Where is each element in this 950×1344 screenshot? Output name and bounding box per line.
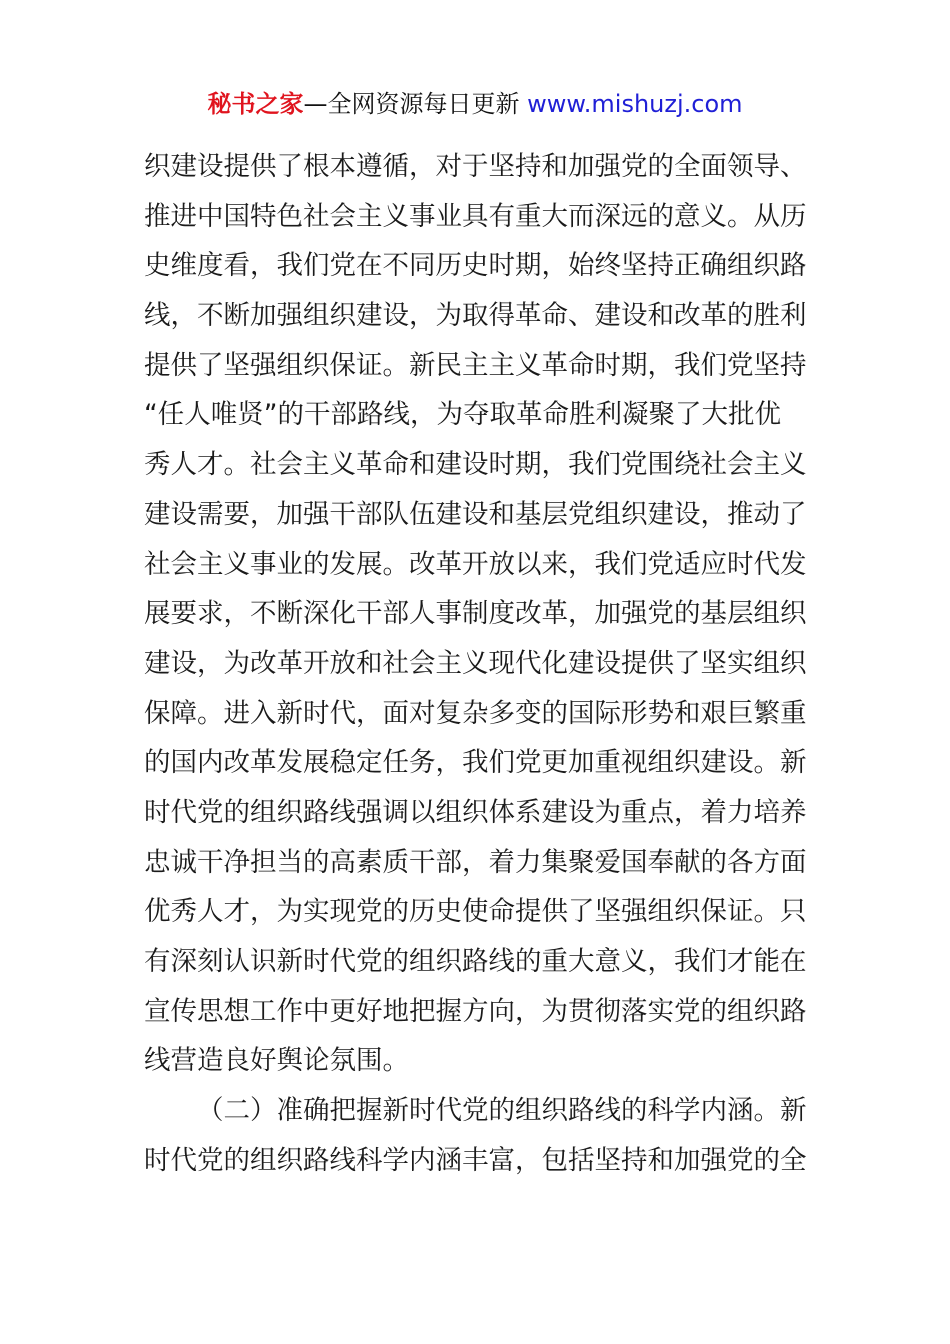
header-tagline: —全网资源每日更新 xyxy=(303,90,528,118)
paragraph-1-line: 织建设提供了根本遵循，对于坚持和加强党的全面领导、 xyxy=(144,151,807,182)
paragraph-1-line: 秀人才。社会主义革命和建设时期，我们党围绕社会主义 xyxy=(144,449,807,481)
page-header xyxy=(0,86,950,122)
paragraph-2-line: （二）准确把握新时代党的组织路线的科学内涵。新 xyxy=(197,1095,807,1127)
paragraph-1-line: 线营造良好舆论氛围。 xyxy=(144,1045,409,1077)
paragraph-1-line: 线，不断加强组织建设，为取得革命、建设和改革的胜利 xyxy=(144,300,807,332)
paragraph-1-line: 社会主义事业的发展。改革开放以来，我们党适应时代发 xyxy=(144,548,807,580)
document-body xyxy=(144,142,809,1185)
paragraph-1-line: 史维度看，我们党在不同历史时期，始终坚持正确组织路 xyxy=(144,250,807,282)
paragraph-1-line: 的国内改革发展稳定任务，我们党更加重视组织建设。新 xyxy=(144,747,807,779)
paragraph-1-line: 展要求，不断深化干部人事制度改革，加强党的基层组织 xyxy=(144,598,807,630)
paragraph-1-line: 推进中国特色社会主义事业具有重大而深远的意义。从历 xyxy=(144,200,807,232)
paragraph-1-line: 建设，为改革开放和社会主义现代化建设提供了坚实组织 xyxy=(144,647,807,679)
paragraph-1-line: 建设需要，加强干部队伍建设和基层党组织建设，推动了 xyxy=(144,498,807,530)
paragraph-1-line: “任人唯贤”的干部路线，为夺取革命胜利凝聚了大批优 xyxy=(144,399,781,431)
paragraph-1-line: 有深刻认识新时代党的组织路线的重大意义，我们才能在 xyxy=(144,946,807,977)
paragraph-1-line: 宣传思想工作中更好地把握方向，为贯彻落实党的组织路 xyxy=(144,995,807,1027)
site-url-link[interactable]: www.mishuzj.com xyxy=(527,90,743,118)
paragraph-1-line: 提供了坚强组织保证。新民主主义革命时期，我们党坚持 xyxy=(144,349,807,381)
paragraph-1-line: 保障。进入新时代，面对复杂多变的国际形势和艰巨繁重 xyxy=(144,697,807,729)
paragraph-1-line: 优秀人才，为实现党的历史使命提供了坚强组织保证。只 xyxy=(144,896,807,928)
paragraph-1-line: 忠诚干净担当的高素质干部，着力集聚爱国奉献的各方面 xyxy=(144,846,807,878)
paragraph-2-line: 时代党的组织路线科学内涵丰富，包括坚持和加强党的全 xyxy=(144,1144,807,1176)
paragraph-1-line: 时代党的组织路线强调以组织体系建设为重点，着力培养 xyxy=(144,796,807,828)
brand-name: 秘书之家 xyxy=(207,90,304,118)
